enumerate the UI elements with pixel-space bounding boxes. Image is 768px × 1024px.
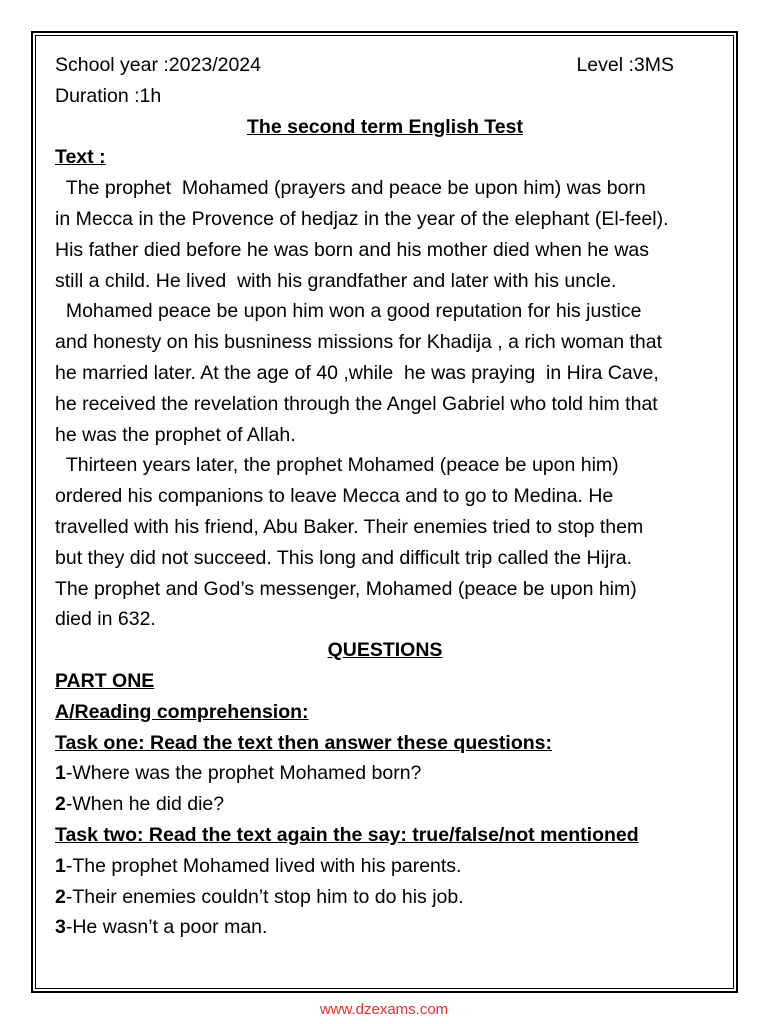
text-line: The prophet Mohamed (prayers and peace be upon him) was born: [55, 177, 646, 200]
duration: Duration :1h: [55, 84, 162, 107]
text-line: travelled with his friend, Abu Baker. Their enemies tried to stop them: [55, 515, 644, 538]
statement-number: 1: [55, 854, 66, 877]
question-number: 1: [55, 762, 66, 785]
statement-item: [55, 851, 735, 882]
statement-text: -The prophet Mohamed lived with his parents.: [65, 854, 462, 877]
text-line: in Mecca in the Provence of hedjaz in the year of the elephant (El-feel).: [55, 207, 669, 230]
text-line: Mohamed peace be upon him won a good reputation for his justice: [55, 300, 642, 323]
statement-item: [55, 882, 735, 913]
text-line: he married later. At the age of 40 ,while he was praying in Hira Cave,: [55, 361, 659, 384]
text-line: still a child. He lived with his grandfather and later with his uncle.: [55, 269, 617, 292]
reading-text: [55, 173, 735, 635]
text-line: Thirteen years later, the prophet Mohamed (peace be upon him): [55, 454, 619, 477]
footer-website: www.dzexams.com: [319, 1001, 449, 1018]
question-text: -When he did die?: [65, 793, 225, 816]
statement-number: 3: [55, 916, 66, 939]
question-text: -Where was the prophet Mohamed born?: [65, 762, 422, 785]
section-a-heading: A/Reading comprehension:: [55, 700, 309, 723]
statement-item: [55, 912, 735, 943]
text-line: ordered his companions to leave Mecca and to go to Medina. He: [55, 485, 614, 508]
question-item: [55, 789, 735, 820]
statement-text: -He wasn’t a poor man.: [65, 916, 268, 939]
school-year: School year :2023/2024: [55, 54, 261, 76]
text-line: he received the revelation through the Angel Gabriel who told him that: [55, 392, 658, 415]
exam-title: The second term English Test: [247, 115, 523, 138]
text-label: Text :: [55, 146, 106, 169]
statement-text: -Their enemies couldn’t stop him to do his job.: [65, 885, 464, 908]
question-item: [55, 758, 735, 789]
text-line: His father died before he was born and his mother died when he was: [55, 238, 650, 261]
task-two-heading: Task two: Read the text again the say: true/false/not mentioned: [55, 823, 639, 846]
questions-heading: QUESTIONS: [327, 639, 443, 662]
header-row: [55, 50, 674, 81]
task-one-heading: Task one: Read the text then answer these questions:: [55, 731, 553, 754]
text-line: The prophet and God’s messenger, Mohamed (peace be upon him): [55, 577, 637, 600]
exam-content: [55, 50, 735, 943]
level: Level :3MS: [576, 54, 674, 76]
part-one-heading: PART ONE: [55, 669, 155, 692]
text-line: and honesty on his busniness missions for Khadija , a rich woman that: [55, 331, 662, 354]
text-line: he was the prophet of Allah.: [55, 423, 296, 446]
text-line: died in 632.: [55, 608, 156, 631]
question-number: 2: [55, 793, 66, 816]
statement-number: 2: [55, 885, 66, 908]
text-line: but they did not succeed. This long and difficult trip called the Hijra.: [55, 546, 633, 569]
